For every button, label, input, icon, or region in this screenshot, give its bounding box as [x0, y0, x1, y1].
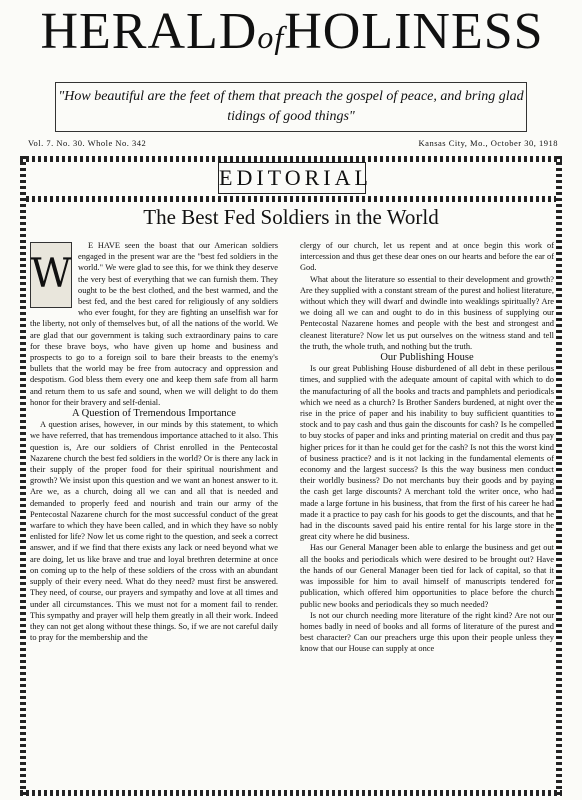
masthead [12, 4, 572, 65]
headline: The Best Fed Soldiers in the World [143, 205, 439, 229]
section-title: EDITORIAL [218, 162, 366, 194]
column-left [30, 240, 278, 643]
border-under-section [26, 196, 556, 202]
border-left [20, 156, 26, 796]
masthead-part1: HERALD [40, 3, 258, 60]
masthead-part2: of [257, 19, 285, 55]
column-right [300, 240, 554, 655]
paragraph: Is our great Publishing House disburdened of all debt in these perilous times, and supplied with the adequate amount of capital with which to do the manufacturing of all the books and tracts and pamphlets and periodicals which we need as a church? Is Brother Sanders burdened, at night over the rise in the price of paper and his inability to buy sufficient quantities to stock and to pay cash and thus gain the discounts for cash? Is he compelled to buy stocks of paper and inks and printing material on credit and thus pay higher prices for it than he could get for the cash? Is not this the worst kind of business practice? and is it not lacking in the fundamental elements of economy and the largest success? Is this the way business men conduct their worldly business? Do not merchants buy their goods and by paying the cash get large discounts? A merchant told the writer once, who had made a large fortune in his business, that from the first of his career he had made it a practice to pay cash for his goods to get the discounts, and that he had in the discounts saved paid his entire rental for his large store in the great city where he did business. [300, 364, 554, 542]
dateline [28, 138, 558, 148]
masthead-part3: HOLINESS [284, 3, 544, 60]
subheading: A Question of Tremendous Importance [72, 408, 236, 420]
border-right [556, 156, 562, 796]
drop-cap: W [30, 242, 72, 308]
paragraph: What about the literature so essential to their development and growth? Are they supplied with a constant stream of the purest and holiest literature, without which they will dwarf and dwindle into weaklings spiritually? Are we doing all we can and ought to do in this business of supplying our Pentecostal Nazarene homes and people with the best and strongest and cleanest literature? Now let us put ourselves on the witness stand and tell the truth, the whole truth, and nothing but the truth. [300, 274, 554, 351]
motto-box: "How beautiful are the feet of them that preach the gospel of peace, and bring glad tidings of good things" [55, 82, 527, 132]
paragraph: A question arises, however, in our minds by this statement, to which we have referred, that has tremendous importance attached to it also. This question is, Are our soldiers of Christ enrolled in the Pentecostal Nazarene church the best fed soldiers in the world? Or is there any lack in their supply of the proper food for their spiritual nourishment and growth? We insist upon this question and we want an honest answer to it. Are we, as a church, doing all we can and all that is needed and demanded to properly feed and nourish and train our army of the Pentecostal Nazarene church for the most successful conduct of the great warfare to which they have been called, and in which they have so nobly enlisted for life? Now let us come right to the question, and seek a correct answer, and if we find that there exists any lack or need beyond what we are doing, let us like brave and true and loyal brethren determine at once on coming up to the help of these soldiers of the cross with an abundant supply of their every need. What do they need? must first be answered. They need, of course, our prayers and sympathy and love at all times and under all circumstances. This we must not for a moment fail to render. This sympathy and prayer will help them greatly in all their work. Indeed they can not get along without these things. So, if we are not careful daily to pray for the membership and the [30, 420, 278, 643]
dateline-volume: Vol. 7. No. 30. Whole No. 342 [28, 138, 147, 148]
subheading: Our Publishing House [380, 352, 474, 364]
border-bottom [20, 790, 562, 796]
paragraph: clergy of our church, let us repent and at once begin this work of intercession and thus get these dear ones on our hearts and before the ear of God. [300, 241, 554, 273]
paragraph: E HAVE seen the boast that our American soldiers engaged in the present war are the "best fed soldiers in the world." We were glad to see this, for we think they deserve the very best of everything that we can furnish them. They ought to be the best clothed, and the best warmed, and the best fed, and the best cared for religiously of any soldiers who ever fought, for they are fighting an unselfish war for the liberty, not only of themselves but, of all the nations of the world. We are glad that our government is taking such extraordinary pains to care for these brave boys, who have given up home and business and prospects to go to a foreign soil to bare their breasts to the enemy's bullets that the world may be free from autocracy and oppression and despotism. God bless them every one and keep them safe from all harm and return them to us safe and sound, when we will delight to do them honor for their bravery and self-denial. [30, 241, 278, 407]
dateline-place-date: Kansas City, Mo., October 30, 1918 [418, 138, 558, 148]
paragraph: Is not our church needing more literature of the right kind? Are not our homes badly in need of books and all forms of literature of the purest and best character? Can our preachers urge this upon their people unless they know that our House can supply at once [300, 610, 554, 654]
paragraph: Has our General Manager been able to enlarge the business and get out all the books and periodicals which were desired to be brought out? Have the hands of our General Manager been tied for lack of capital, so that it was impossible for him to avail himself of manuscripts tendered for publication, which offered him opportunities to place before the church public new books and periodicals they so much needed? [300, 543, 554, 609]
